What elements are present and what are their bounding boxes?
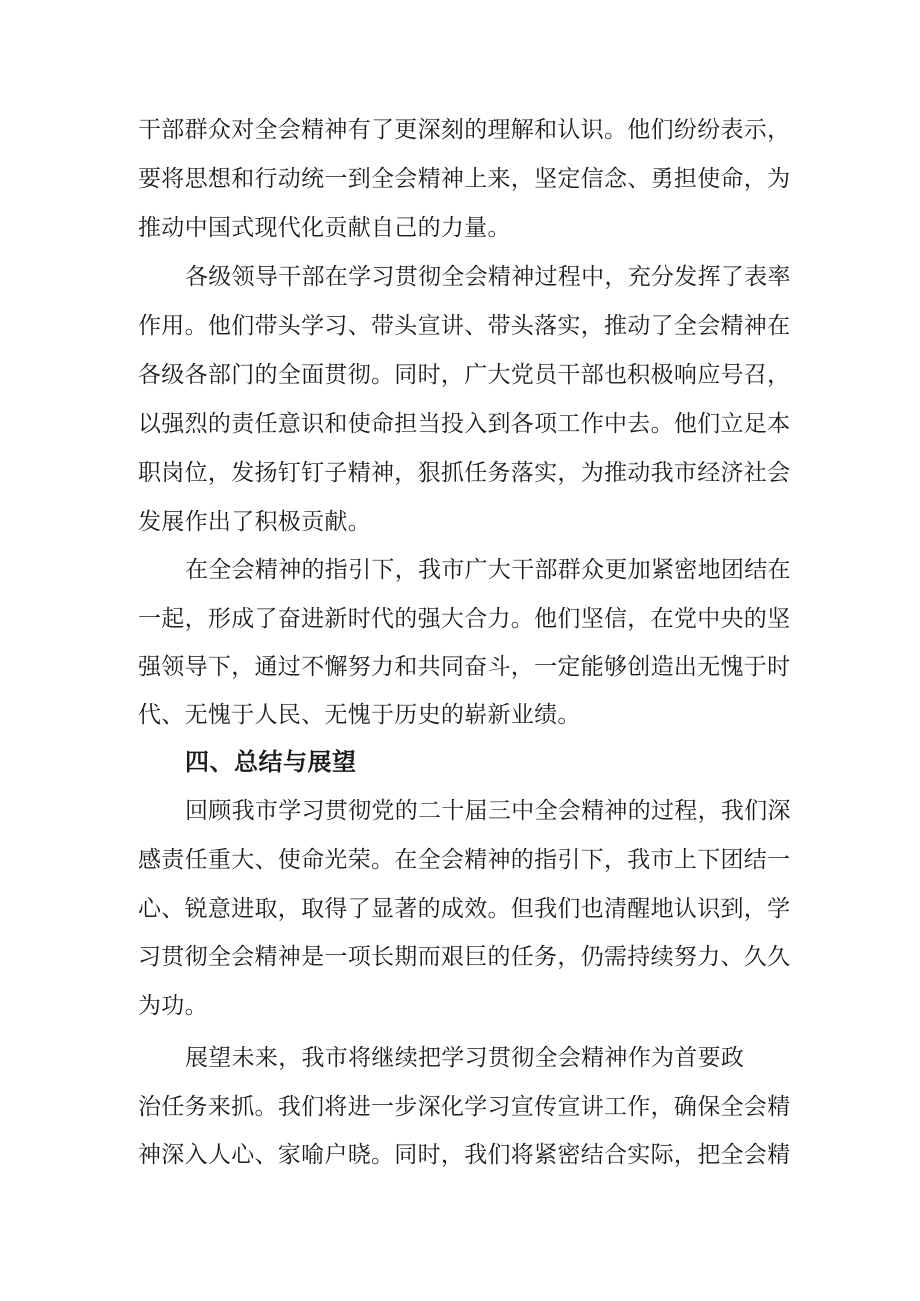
- text-line: 职岗位，发扬钉钉子精神，狠抓任务落实，为推动我市经济社会: [138, 460, 791, 486]
- text-line: 强领导下，通过不懈努力和共同奋斗，一定能够创造出无愧于时: [138, 654, 791, 680]
- text-line: 神深入人心、家喻户晓。同时，我们将紧密结合实际，把全会精: [138, 1142, 791, 1168]
- text-line: 展望未来，我市将继续把学习贯彻全会精神作为首要政: [185, 1045, 745, 1071]
- text-line: 作用。他们带头学习、带头宣讲、带头落实，推动了全会精神在: [138, 313, 791, 339]
- text-line: 治任务来抓。我们将进一步深化学习宣传宣讲工作，确保全会精: [138, 1094, 791, 1120]
- text-line: 心、锐意进取，取得了显著的成效。但我们也清醒地认识到，学: [138, 896, 791, 922]
- text-line: 回顾我市学习贯彻党的二十届三中全会精神的过程，我们深: [185, 798, 791, 824]
- text-line: 要将思想和行动统一到全会精神上来，坚定信念、勇担使命，为: [138, 166, 791, 192]
- text-line: 代、无愧于人民、无愧于历史的崭新业绩。: [138, 702, 581, 728]
- text-line: 以强烈的责任意识和使命担当投入到各项工作中去。他们立足本: [138, 411, 791, 437]
- text-line: 在全会精神的指引下，我市广大干部群众更加紧密地团结在: [185, 557, 791, 583]
- section-heading: 四、总结与展望: [185, 748, 357, 776]
- text-line: 各级领导干部在学习贯彻全会精神过程中，充分发挥了表率: [185, 264, 791, 290]
- text-line: 发展作出了积极贡献。: [138, 509, 371, 535]
- text-line: 干部群众对全会精神有了更深刻的理解和认识。他们纷纷表示，: [138, 117, 791, 143]
- text-line: 为功。: [138, 993, 208, 1019]
- text-line: 感责任重大、使命光荣。在全会精神的指引下，我市上下团结一: [138, 847, 791, 873]
- text-line: 推动中国式现代化贡献自己的力量。: [138, 215, 511, 241]
- text-line: 一起，形成了奋进新时代的强大合力。他们坚信，在党中央的坚: [138, 606, 791, 632]
- text-line: 各级各部门的全面贯彻。同时，广大党员干部也积极响应号召，: [138, 362, 791, 388]
- text-line: 习贯彻全会精神是一项长期而艰巨的任务，仍需持续努力、久久: [138, 944, 791, 970]
